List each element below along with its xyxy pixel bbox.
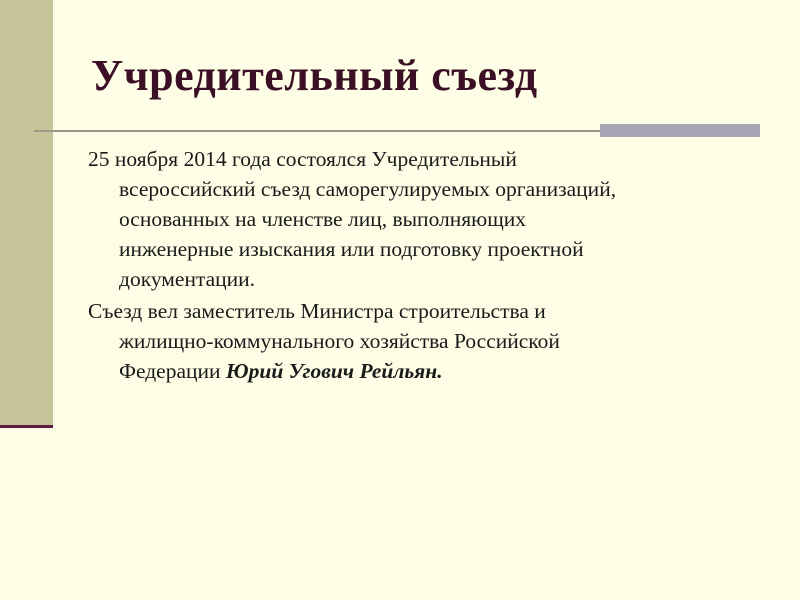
text-line: Съезд вел заместитель Министра строительства и xyxy=(88,299,546,323)
text-line-with-name xyxy=(88,356,768,386)
text-line: основанных на членстве лиц, выполняющих xyxy=(119,207,527,231)
person-name: Юрий Угович Рейльян. xyxy=(225,359,443,383)
text-line: жилищно-коммунального хозяйства Российской xyxy=(119,329,560,353)
slide-title: Учредительный съезд xyxy=(91,51,538,100)
title-divider xyxy=(34,130,600,132)
paragraph-chair xyxy=(88,296,768,386)
text-line: документации. xyxy=(119,267,256,291)
text-line: инженерные изыскания или подготовку проектной xyxy=(119,237,584,261)
text-line: всероссийский съезд саморегулируемых организаций, xyxy=(119,177,617,201)
side-decor-line xyxy=(0,425,53,428)
text-line: 25 ноября 2014 года состоялся Учредительный xyxy=(88,147,517,171)
side-decor-band xyxy=(0,0,53,425)
title-divider-accent xyxy=(600,124,760,137)
paragraph-congress xyxy=(88,144,768,294)
text-prefix: Федерации xyxy=(119,359,226,383)
slide-body xyxy=(88,144,768,388)
